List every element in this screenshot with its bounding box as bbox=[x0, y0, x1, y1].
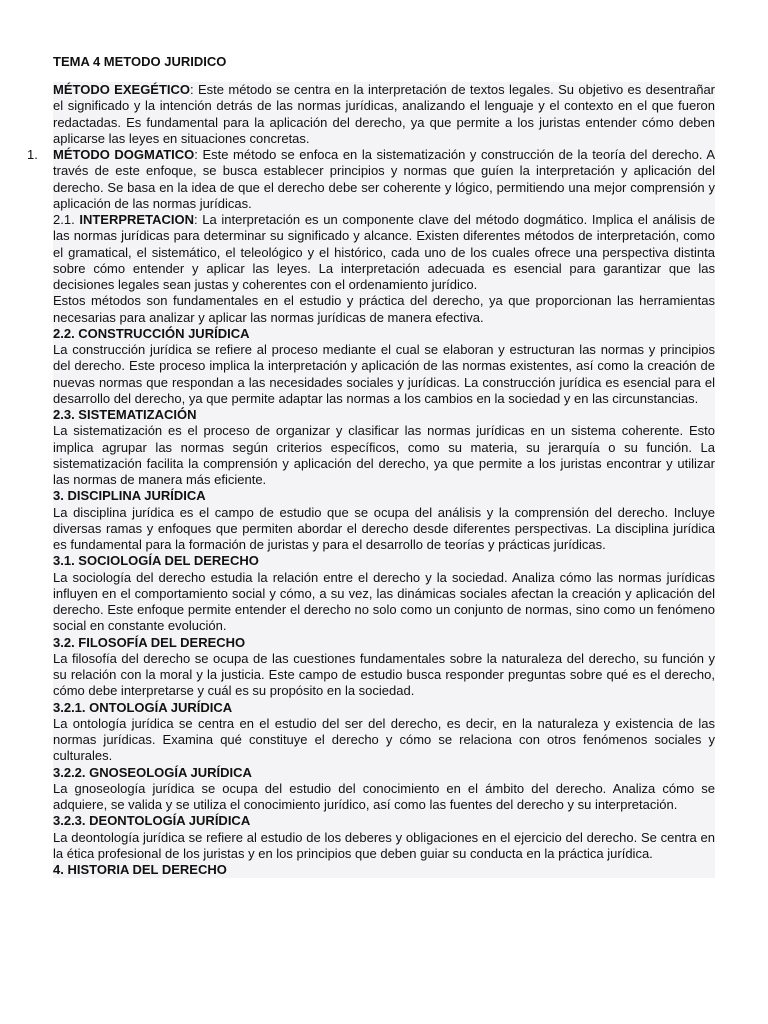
section-text: La construcción jurídica se refiere al proceso mediante el cual se elaboran y estructuran las normas y principios del derecho. Este proceso implica la interpretación y aplicación de las normas existentes, así como la creación de nuevas normas que respondan a las necesidades sociales y jurídicas. La construcción jurídica es esencial para el desarrollo del derecho, ya que permite adaptar las normas a los cambios en la sociedad y en las circunstancias. bbox=[53, 342, 715, 406]
dogmatico-text: : Este método se enfoca en la sistematización y construcción de la teoría del derecho. A través de este enfoque, se busca establecer principios y normas que guíen la interpretación y aplicación del derecho. Se basa en la idea de que el derecho debe ser coherente y lógico, permitiendo una mejor comprensión y aplicación de las normas jurídicas. bbox=[53, 147, 715, 211]
section-text: La ontología jurídica se centra en el estudio del ser del derecho, es decir, en la naturaleza y existencia de las normas jurídicas. Examina qué constituye el derecho y cómo se relaciona con otros fenómenos sociales y culturales. bbox=[53, 715, 715, 764]
interpretacion-followup: Estos métodos son fundamentales en el estudio y práctica del derecho, ya que proporcionan las herramientas necesarias para analizar y aplicar las normas jurídicas de manera efectiva. bbox=[53, 293, 715, 325]
section-text: La disciplina jurídica es el campo de estudio que se ocupa del análisis y la comprensión del derecho. Incluye diversas ramas y enfoques que permiten abordar el derecho desde diferentes perspectivas. La disciplina jurídica es fundamental para la formación de juristas y para el desarrollo de teorías y prácticas jurídicas. bbox=[53, 504, 715, 552]
section-heading: 2.3. SISTEMATIZACIÓN bbox=[53, 407, 197, 422]
exegetico-paragraph bbox=[53, 82, 715, 147]
section-text: La deontología jurídica se refiere al estudio de los deberes y obligaciones en el ejercicio del derecho. Se centra en la ética profesional de los juristas y en los principios que deben guiar su conducta en la práctica jurídica. bbox=[53, 829, 715, 861]
section-heading: 2.2. CONSTRUCCIÓN JURÍDICA bbox=[53, 325, 250, 341]
interpretacion-paragraph bbox=[53, 212, 715, 293]
section-heading: 3. DISCIPLINA JURÍDICA bbox=[53, 488, 206, 504]
section-heading: 3.2. FILOSOFÍA DEL DERECHO bbox=[53, 634, 246, 650]
list-number: 1. bbox=[27, 147, 38, 162]
section-text: La gnoseología jurídica se ocupa del estudio del conocimiento en el ámbito del derecho. Analiza cómo se adquiere, se valida y se utiliza el conocimiento jurídico, así como las fuentes del derecho y su interpretación. bbox=[53, 780, 715, 812]
section-heading: 4. HISTORIA DEL DERECHO bbox=[53, 862, 227, 877]
document-title: TEMA 4 METODO JURIDICO bbox=[53, 54, 227, 69]
section-text: La sociología del derecho estudia la relación entre el derecho y la sociedad. Analiza cómo las normas jurídicas influyen en el comportamiento social y cómo, a su vez, las dinámicas sociales afectan la creación y aplicación del derecho. Este enfoque permite entender el derecho no solo como un conjunto de normas, sino como un fenómeno social en constante evolución. bbox=[53, 569, 715, 634]
interpretacion-text: : La interpretación es un componente clave del método dogmático. Implica el análisis de las normas jurídicas para determinar su significado y alcance. Existen diferentes métodos de interpretación, como el gramatical, el sistemático, el teleológico y el histórico, cada uno de los cuales ofrece una perspectiva distinta sobre cómo entender y aplicar las leyes. La interpretación adecuada es esencial para garantizar que las decisiones legales sean justas y coherentes con el ordenamiento jurídico. bbox=[53, 212, 716, 292]
section-heading: 3.2.2. GNOSEOLOGÍA JURÍDICA bbox=[53, 764, 252, 780]
dogmatico-paragraph bbox=[27, 147, 715, 212]
exegetico-text: : Este método se centra en la interpretación de textos legales. Su objetivo es desentrañar el significado y la intención detrás de las normas jurídicas, analizando el lenguaje y el contexto en el que fueron redactadas. Es fundamental para la aplicación del derecho, ya que permite a los juristas entender cómo deben aplicarse las leyes en situaciones concretas. bbox=[53, 82, 716, 146]
dogmatico-label: MÉTODO DOGMATICO bbox=[53, 147, 195, 162]
section-heading: 3.1. SOCIOLOGÍA DEL DERECHO bbox=[53, 553, 259, 569]
section-heading: 3.2.3. DEONTOLOGÍA JURÍDICA bbox=[53, 813, 251, 829]
section-heading: 3.2.1. ONTOLOGÍA JURÍDICA bbox=[53, 699, 233, 715]
document-body bbox=[27, 82, 716, 878]
interpretacion-label: INTERPRETACION bbox=[79, 212, 194, 227]
exegetico-label: MÉTODO EXEGÉTICO bbox=[53, 82, 191, 97]
section-text: La filosofía del derecho se ocupa de las cuestiones fundamentales sobre la naturaleza del derecho, su función y su relación con la moral y la justicia. Este campo de estudio busca responder preguntas sobre qué es el derecho, cómo debe interpretarse y cuál es su propósito en la sociedad. bbox=[53, 650, 715, 699]
interpretacion-number: 2.1. bbox=[53, 212, 80, 227]
section-text: La sistematización es el proceso de organizar y clasificar las normas jurídicas en un sistema coherente. Esto implica agrupar las normas según criterios específicos, como su materia, su jerarquía o su función. La sistematización facilita la comprensión y aplicación del derecho, ya que permite a los juristas encontrar y utilizar las normas de manera más eficiente. bbox=[53, 423, 715, 487]
